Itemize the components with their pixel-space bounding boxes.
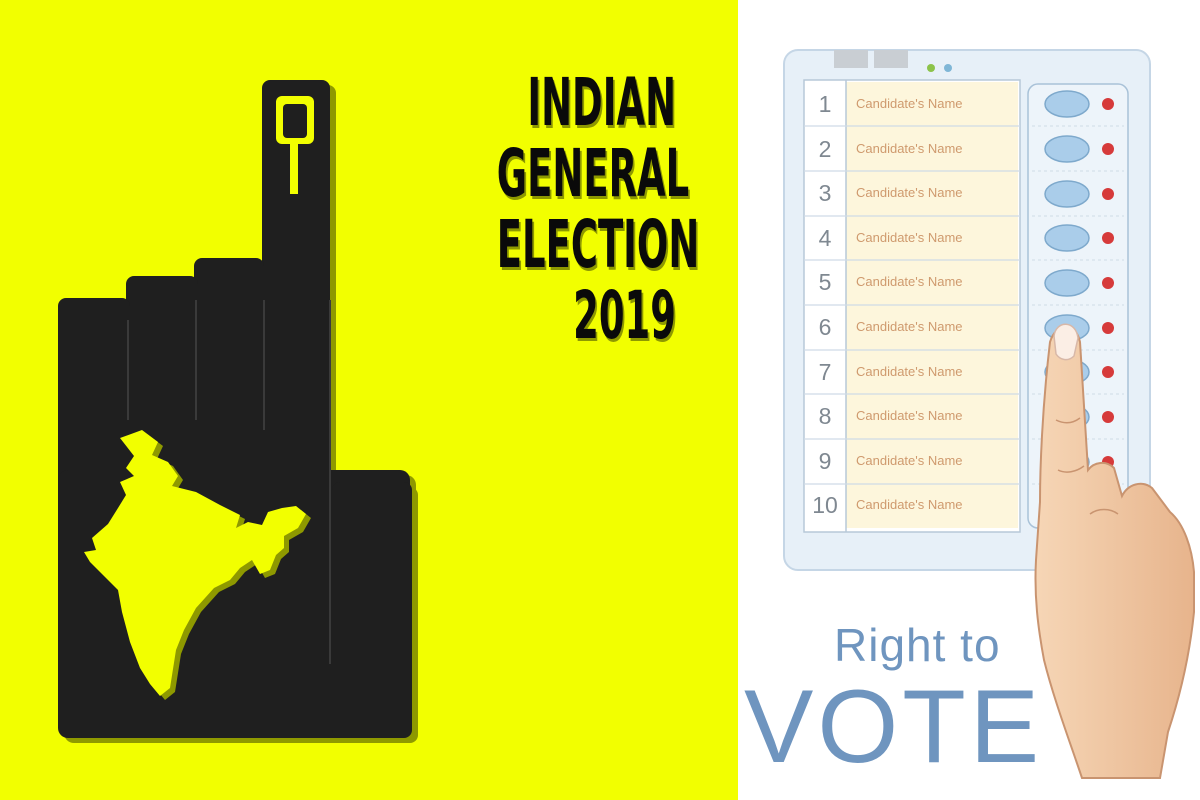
slogan-line-2: VOTE	[744, 669, 1044, 785]
candidate-number: 4	[818, 224, 832, 251]
candidate-number: 3	[818, 180, 832, 207]
candidate-name: Candidate's Name	[856, 408, 963, 424]
candidate-number: 8	[818, 403, 832, 430]
candidate-name: Candidate's Name	[856, 363, 963, 379]
candidate-name: Candidate's Name	[856, 229, 963, 245]
candidate-name: Candidate's Name	[856, 318, 963, 334]
candidate-name: Candidate's Name	[856, 452, 963, 468]
evm-illustration	[738, 0, 1200, 800]
candidate-name: Candidate's Name	[856, 96, 963, 111]
candidate-number: 5	[818, 269, 832, 296]
candidate-number: 9	[818, 447, 832, 474]
candidate-name: Candidate's Name	[856, 185, 963, 201]
candidate-number: 6	[818, 313, 832, 340]
candidate-number: 10	[812, 492, 838, 519]
candidate-number: 2	[818, 135, 832, 162]
candidate-name: Candidate's Name	[856, 140, 963, 156]
candidate-number: 1	[818, 91, 832, 117]
headline	[356, 64, 700, 354]
candidate-number: 7	[818, 358, 832, 385]
candidate-name: Candidate's Name	[856, 497, 963, 513]
headline-line-2: GENERAL	[496, 135, 690, 212]
headline-line-1: INDIAN	[527, 64, 676, 141]
headline-line-3: ELECTION	[496, 206, 700, 283]
headline-line-4: 2019	[573, 277, 676, 354]
voting-hand-icon	[738, 0, 1200, 800]
candidate-name: Candidate's Name	[856, 274, 963, 290]
slogan-line-1: Right to	[834, 619, 1001, 671]
